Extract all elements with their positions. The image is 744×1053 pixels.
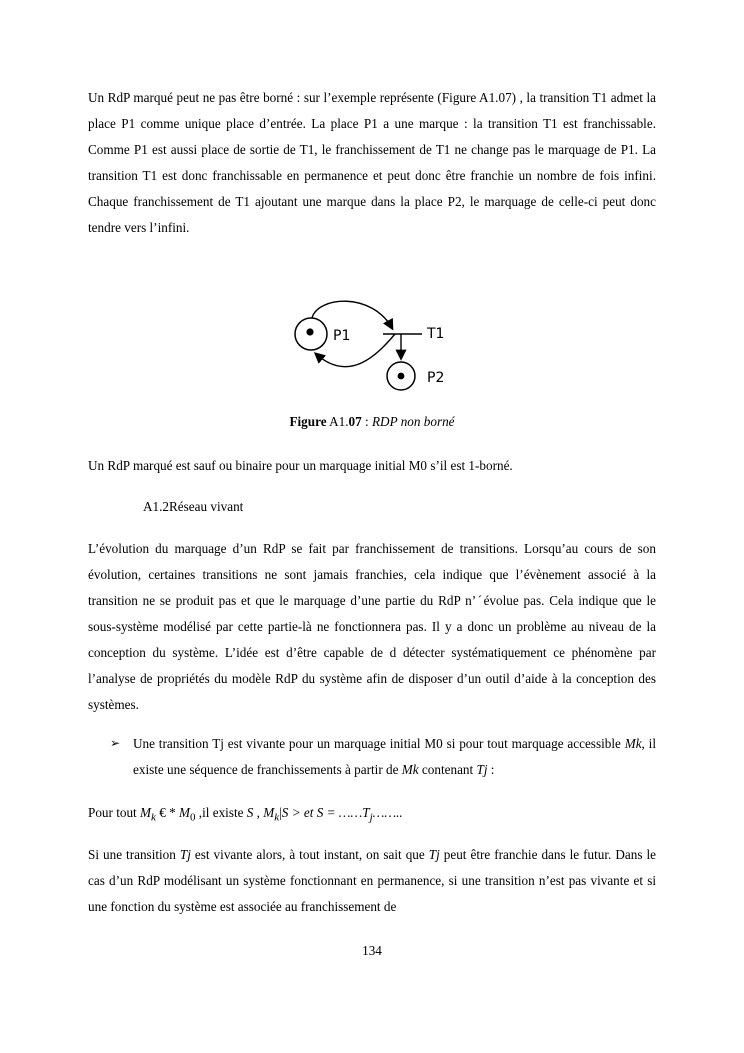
p5-text-2: est vivante alors, à tout instant, on sait que — [190, 847, 429, 862]
formula-s1: S — [246, 805, 254, 820]
section-heading: A1.2Réseau vivant — [143, 499, 244, 514]
formula-eq: = …… — [323, 805, 363, 820]
formula-k: k — [151, 811, 156, 824]
token-p1 — [306, 328, 313, 335]
formula-bar: | — [279, 805, 282, 820]
formula-t: T — [362, 805, 370, 820]
paragraph-live-transition — [88, 842, 656, 920]
arc-t1-p1 — [316, 334, 395, 367]
bullet-text-3: contenant — [418, 762, 477, 777]
caption-separator: : — [361, 414, 372, 429]
bullet-text-1: Une transition Tj est vivante pour un marquage initial M0 si pour tout marquage accessible — [133, 736, 625, 751]
paragraph-unbounded-example: Un RdP marqué peut ne pas être borné : sur l’exemple représente (Figure A1.07) , la transition T1 admet la place P1 comme unique place d’entrée. La place P1 a une marque : la transition T1 est franchissable. Comme P1 est aussi place de sortie de T1, le franchissement de T1 ne change pas le marquage de P1. La transition T1 est donc franchissable en permanence et peut donc être franchie un nombre de fois infini. Chaque franchissement de T1 ajoutant une marque dans la place P2, le marquage de celle-ci peut donc tendre vers l’infini. — [88, 90, 656, 235]
p5-text-1: Si une transition — [88, 847, 180, 862]
formula-m: M — [140, 805, 152, 820]
formula-s3: S — [313, 805, 324, 820]
formula-line — [88, 800, 403, 831]
page-number: 134 — [362, 943, 382, 958]
caption-id: A1. — [326, 414, 349, 429]
paragraph-live-network: L’évolution du marquage d’un RdP se fait par franchissement de transitions. Lorsqu’au cours de son évolution, certaines transitions ne sont jamais franchies, cela indique que l’évènement associé à la transition ne se produit pas et que le marquage d’une partie du RdP n’ˊévolue pas. Cela indique que le sous-système modélisé par cette partie-là ne fonctionnera pas. Il y a donc un problème au niveau de la conception du système. L’idée est d’être capable de d détecter systématiquement ce phénomène par l’analyse de propriétés du modèle RdP du système afin de disposer d’un outil d’aide à la conception des systèmes. — [88, 541, 656, 712]
p5-tj-1: Tj — [179, 847, 191, 862]
caption-title: RDP non borné — [372, 414, 455, 429]
label-p2: P2 — [427, 370, 445, 386]
formula-end: …….. — [372, 805, 403, 820]
p5-tj-2: Tj — [428, 847, 440, 862]
formula-m2: M — [263, 805, 275, 820]
p5-text-3: peut être franchie dans le futur. Dans le cas d’un RdP modélisant un système fonctionnant en permanence, si une transition n’est pas vivante et si une fonction du système est associée au franchissement de — [88, 847, 656, 914]
formula-mid: ,il existe — [195, 805, 247, 820]
bullet-arrow-icon: ➢ — [110, 736, 121, 750]
petri-net-diagram — [280, 292, 470, 398]
bullet-text-2: , il existe une séquence de franchissements à partir de — [133, 736, 657, 777]
formula-euro: € * — [155, 805, 179, 820]
caption-number: 07 — [348, 414, 362, 429]
bullet-text-4: : — [487, 762, 495, 777]
formula-s2: S — [281, 805, 289, 820]
bullet-definition — [133, 731, 656, 783]
formula-gt: > — [288, 805, 304, 820]
figure-caption — [0, 414, 744, 430]
formula-j: j — [369, 811, 373, 824]
label-t1: T1 — [427, 326, 445, 342]
bullet-tj: Tj — [476, 762, 488, 777]
caption-label: Figure — [289, 414, 327, 429]
formula-prefix: Pour tout — [88, 805, 141, 820]
formula-comma: , — [253, 805, 264, 820]
paragraph-safe-definition: Un RdP marqué est sauf ou binaire pour un marquage initial M0 s’il est 1-borné. — [88, 458, 513, 473]
formula-m0: M — [179, 805, 190, 820]
formula-k2: k — [274, 811, 280, 824]
token-p2 — [398, 373, 405, 380]
label-p1: P1 — [333, 328, 351, 344]
bullet-mk-2: Mk — [401, 762, 419, 777]
formula-zero: 0 — [190, 811, 196, 824]
bullet-mk-1: Mk — [624, 736, 642, 751]
formula-et: et — [303, 805, 314, 820]
